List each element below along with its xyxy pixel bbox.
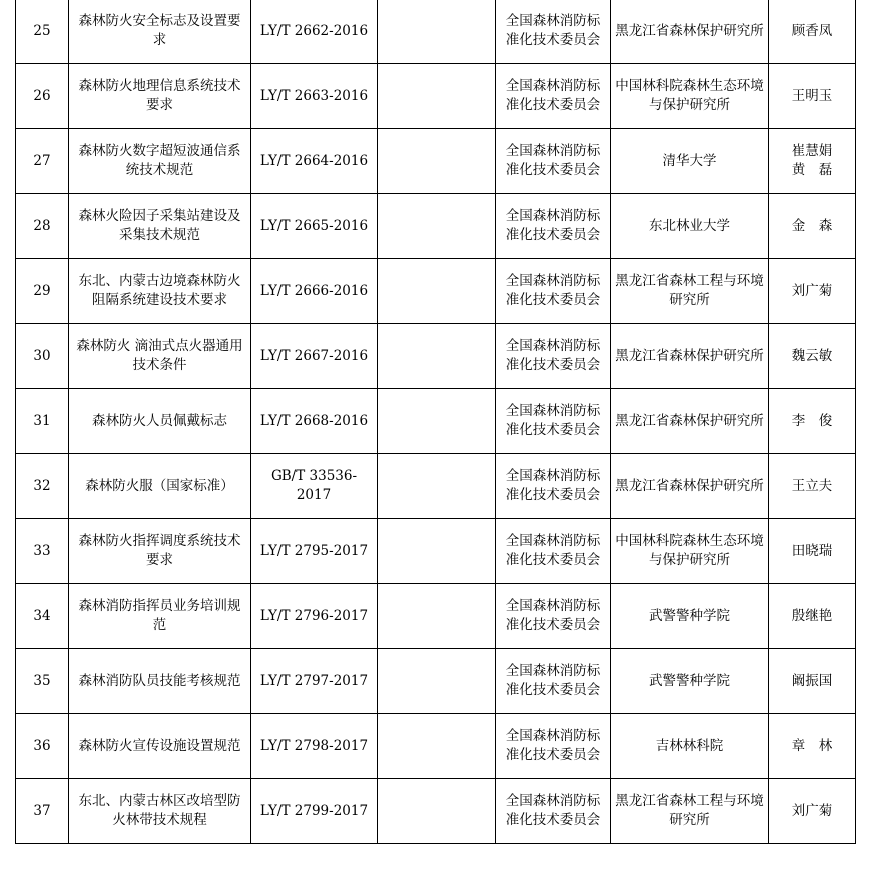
blank-cell — [378, 584, 496, 649]
standard-name-cell: 森林防火数字超短波通信系统技术规范 — [69, 129, 251, 194]
standard-code-cell: GB/T 33536-2017 — [251, 454, 378, 519]
table-row — [16, 0, 856, 64]
blank-cell — [378, 129, 496, 194]
committee-cell: 全国森林消防标准化技术委员会 — [496, 0, 611, 64]
standard-code-cell: LY/T 2795-2017 — [251, 519, 378, 584]
drafting-org-cell: 黑龙江省森林保护研究所 — [611, 0, 769, 64]
row-number-cell: 31 — [16, 389, 69, 454]
standard-code-cell: LY/T 2666-2016 — [251, 259, 378, 324]
table-row — [16, 714, 856, 779]
drafting-org-cell: 吉林林科院 — [611, 714, 769, 779]
row-number-cell: 26 — [16, 64, 69, 129]
standard-name-cell: 森林火险因子采集站建设及采集技术规范 — [69, 194, 251, 259]
table-row — [16, 649, 856, 714]
drafting-org-cell: 东北林业大学 — [611, 194, 769, 259]
table-row — [16, 194, 856, 259]
table-row — [16, 519, 856, 584]
contact-person-cell — [769, 714, 856, 779]
contact-person-name: 顾香凤 — [791, 22, 833, 39]
row-number-cell: 27 — [16, 129, 69, 194]
blank-cell — [378, 389, 496, 454]
drafting-org-cell: 黑龙江省森林保护研究所 — [611, 389, 769, 454]
contact-person-cell — [769, 259, 856, 324]
standard-name-cell: 森林防火宣传设施设置规范 — [69, 714, 251, 779]
committee-cell: 全国森林消防标准化技术委员会 — [496, 714, 611, 779]
row-number-cell: 33 — [16, 519, 69, 584]
drafting-org-cell: 黑龙江省森林保护研究所 — [611, 454, 769, 519]
standard-code-cell: LY/T 2799-2017 — [251, 779, 378, 844]
standard-name-cell: 森林防火服（国家标准） — [69, 454, 251, 519]
standards-table-body — [16, 0, 856, 844]
contact-person-name: 金 森 — [791, 217, 833, 234]
drafting-org-cell: 中国林科院森林生态环境与保护研究所 — [611, 64, 769, 129]
contact-person-name: 魏云敏 — [791, 347, 833, 364]
contact-person-cell — [769, 64, 856, 129]
standard-name-cell: 森林消防指挥员业务培训规范 — [69, 584, 251, 649]
committee-cell: 全国森林消防标准化技术委员会 — [496, 454, 611, 519]
contact-person-cell — [769, 324, 856, 389]
standard-name-cell: 森林防火地理信息系统技术要求 — [69, 64, 251, 129]
standard-code-cell: LY/T 2667-2016 — [251, 324, 378, 389]
contact-person-cell — [769, 779, 856, 844]
committee-cell: 全国森林消防标准化技术委员会 — [496, 519, 611, 584]
contact-person-name: 刘广菊 — [791, 802, 833, 819]
contact-person-cell — [769, 389, 856, 454]
contact-person-name: 阚振国 — [791, 672, 833, 689]
contact-person-name: 黄 磊 — [791, 162, 833, 178]
table-row — [16, 324, 856, 389]
row-number-cell: 32 — [16, 454, 69, 519]
standard-name-cell: 东北、内蒙古边境森林防火阻隔系统建设技术要求 — [69, 259, 251, 324]
standard-code-cell: LY/T 2662-2016 — [251, 0, 378, 64]
standard-name-cell: 森林防火指挥调度系统技术要求 — [69, 519, 251, 584]
standard-name-cell: 森林消防队员技能考核规范 — [69, 649, 251, 714]
standard-code-cell: LY/T 2664-2016 — [251, 129, 378, 194]
blank-cell — [378, 649, 496, 714]
standard-code-cell: LY/T 2663-2016 — [251, 64, 378, 129]
drafting-org-cell: 黑龙江省森林保护研究所 — [611, 324, 769, 389]
blank-cell — [378, 194, 496, 259]
standard-name-cell: 森林防火 滴油式点火器通用技术条件 — [69, 324, 251, 389]
drafting-org-cell: 黑龙江省森林工程与环境研究所 — [611, 779, 769, 844]
blank-cell — [378, 259, 496, 324]
drafting-org-cell: 武警警种学院 — [611, 649, 769, 714]
row-number-cell: 35 — [16, 649, 69, 714]
table-row — [16, 64, 856, 129]
row-number-cell: 29 — [16, 259, 69, 324]
blank-cell — [378, 779, 496, 844]
row-number-cell: 37 — [16, 779, 69, 844]
committee-cell: 全国森林消防标准化技术委员会 — [496, 584, 611, 649]
contact-person-name: 殷继艳 — [791, 607, 833, 624]
contact-person-cell — [769, 519, 856, 584]
committee-cell: 全国森林消防标准化技术委员会 — [496, 129, 611, 194]
contact-person-cell — [769, 194, 856, 259]
row-number-cell: 28 — [16, 194, 69, 259]
contact-person-name: 章 林 — [791, 737, 833, 754]
committee-cell: 全国森林消防标准化技术委员会 — [496, 194, 611, 259]
contact-person-cell — [769, 129, 856, 194]
standard-code-cell: LY/T 2797-2017 — [251, 649, 378, 714]
committee-cell: 全国森林消防标准化技术委员会 — [496, 324, 611, 389]
standard-name-cell: 森林防火安全标志及设置要求 — [69, 0, 251, 64]
contact-person-name: 王立夫 — [791, 477, 833, 494]
contact-person-name: 崔慧娟 — [791, 143, 833, 159]
standard-name-cell: 东北、内蒙古林区改培型防火林带技术规程 — [69, 779, 251, 844]
row-number-cell: 36 — [16, 714, 69, 779]
table-row — [16, 389, 856, 454]
contact-person-name: 田晓瑞 — [791, 542, 833, 559]
drafting-org-cell: 清华大学 — [611, 129, 769, 194]
table-row — [16, 779, 856, 844]
standard-name-cell: 森林防火人员佩戴标志 — [69, 389, 251, 454]
contact-person-name: 王明玉 — [791, 87, 833, 104]
committee-cell: 全国森林消防标准化技术委员会 — [496, 64, 611, 129]
blank-cell — [378, 324, 496, 389]
standard-code-cell: LY/T 2668-2016 — [251, 389, 378, 454]
contact-person-cell — [769, 649, 856, 714]
blank-cell — [378, 64, 496, 129]
standard-code-cell: LY/T 2798-2017 — [251, 714, 378, 779]
table-row — [16, 454, 856, 519]
standard-code-cell: LY/T 2796-2017 — [251, 584, 378, 649]
contact-person-cell — [769, 454, 856, 519]
table-row — [16, 129, 856, 194]
standard-code-cell: LY/T 2665-2016 — [251, 194, 378, 259]
table-row — [16, 584, 856, 649]
table-row — [16, 259, 856, 324]
standards-table — [15, 0, 856, 844]
drafting-org-cell: 黑龙江省森林工程与环境研究所 — [611, 259, 769, 324]
drafting-org-cell: 武警警种学院 — [611, 584, 769, 649]
contact-person-name: 刘广菊 — [791, 282, 833, 299]
committee-cell: 全国森林消防标准化技术委员会 — [496, 389, 611, 454]
blank-cell — [378, 454, 496, 519]
blank-cell — [378, 0, 496, 64]
blank-cell — [378, 714, 496, 779]
committee-cell: 全国森林消防标准化技术委员会 — [496, 649, 611, 714]
contact-person-cell — [769, 0, 856, 64]
row-number-cell: 30 — [16, 324, 69, 389]
row-number-cell: 25 — [16, 0, 69, 64]
committee-cell: 全国森林消防标准化技术委员会 — [496, 779, 611, 844]
contact-person-name: 李 俊 — [791, 412, 833, 429]
drafting-org-cell: 中国林科院森林生态环境与保护研究所 — [611, 519, 769, 584]
blank-cell — [378, 519, 496, 584]
row-number-cell: 34 — [16, 584, 69, 649]
committee-cell: 全国森林消防标准化技术委员会 — [496, 259, 611, 324]
contact-person-cell — [769, 584, 856, 649]
